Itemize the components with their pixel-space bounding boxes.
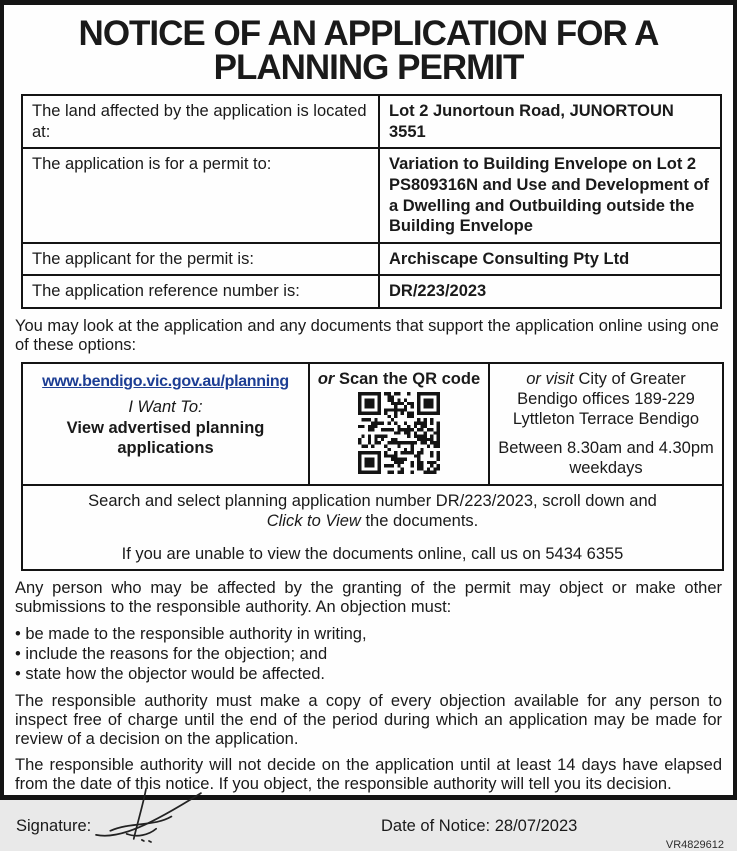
options-row <box>22 485 723 570</box>
i-want-to-label: I Want To: <box>128 398 203 417</box>
signature-label: Signature: <box>16 816 92 835</box>
office-hours: Between 8.30am and 4.30pm weekdays <box>498 439 714 478</box>
search-instruction-line2: Click to View the documents. <box>266 511 479 530</box>
land-affected-value: Lot 2 Junortoun Road, JUNORTOUN 3551 <box>379 95 721 148</box>
footer <box>13 800 724 851</box>
list-item: • state how the objector would be affected. <box>15 664 722 684</box>
list-item: • be made to the responsible authority in writing, <box>15 624 722 644</box>
permit-purpose-label: The application is for a permit to: <box>22 148 379 243</box>
applicant-value: Archiscape Consulting Pty Ltd <box>379 243 721 276</box>
objection-requirements-list <box>15 624 722 684</box>
search-instructions-cell <box>22 485 723 570</box>
title-line-2: PLANNING PERMIT <box>213 48 524 87</box>
view-applications-label: View advertised planning applications <box>66 418 265 457</box>
visit-option-cell <box>489 363 723 485</box>
objection-intro: Any person who may be affected by the granting of the permit may object or make other submissions to the responsible authority. An objection must: <box>15 578 722 616</box>
land-affected-label: The land affected by the application is located at: <box>22 95 379 148</box>
search-instruction-line1: Search and select planning application number DR/223/2023, scroll down and <box>88 491 657 510</box>
application-details-table <box>21 94 722 309</box>
table-row <box>22 148 721 243</box>
permit-purpose-value: Variation to Building Envelope on Lot 2 PS809316N and Use and Development of a Dwelling and Outbuilding outside the Building Envelope <box>379 148 721 243</box>
table-row <box>22 275 721 308</box>
table-row <box>22 243 721 276</box>
objection-copy-paragraph: The responsible authority must make a copy of every objection available for any person to inspect free of charge until the end of the period during which an application may be made for review of a decision on the application. <box>15 691 722 748</box>
reference-number-value: DR/223/2023 <box>379 275 721 308</box>
online-option-cell <box>22 363 309 485</box>
decision-delay-paragraph: The responsible authority will not decide on the application until at least 14 days have elapsed from the date of this notice. If you object, the responsible authority will tell you its decision. <box>15 756 722 794</box>
list-item: • include the reasons for the objection; and <box>15 644 722 664</box>
qr-option-cell <box>309 363 489 485</box>
visit-address: or visit City of Greater Bendigo offices 189-229 Lyttleton Terrace Bendigo <box>512 369 700 429</box>
view-options-intro: You may look at the application and any documents that support the application online using one of these options: <box>15 317 719 354</box>
scan-qr-label: or Scan the QR code <box>317 369 481 388</box>
options-row <box>22 363 723 485</box>
qr-code-icon <box>358 392 440 474</box>
applicant-label: The applicant for the permit is: <box>22 243 379 276</box>
table-row <box>22 95 721 148</box>
page-title <box>13 14 724 87</box>
signature-image <box>93 786 205 844</box>
document-reference: VR4829612 <box>665 838 724 851</box>
viewing-options-box <box>21 362 724 571</box>
reference-number-label: The application reference number is: <box>22 275 379 308</box>
planning-website-link[interactable]: www.bendigo.vic.gov.au/planning <box>42 372 289 390</box>
title-line-1: NOTICE OF AN APPLICATION FOR A <box>78 14 659 53</box>
date-of-notice: Date of Notice: 28/07/2023 <box>381 816 578 835</box>
phone-help-line: If you are unable to view the documents online, call us on 5434 6355 <box>121 544 624 563</box>
